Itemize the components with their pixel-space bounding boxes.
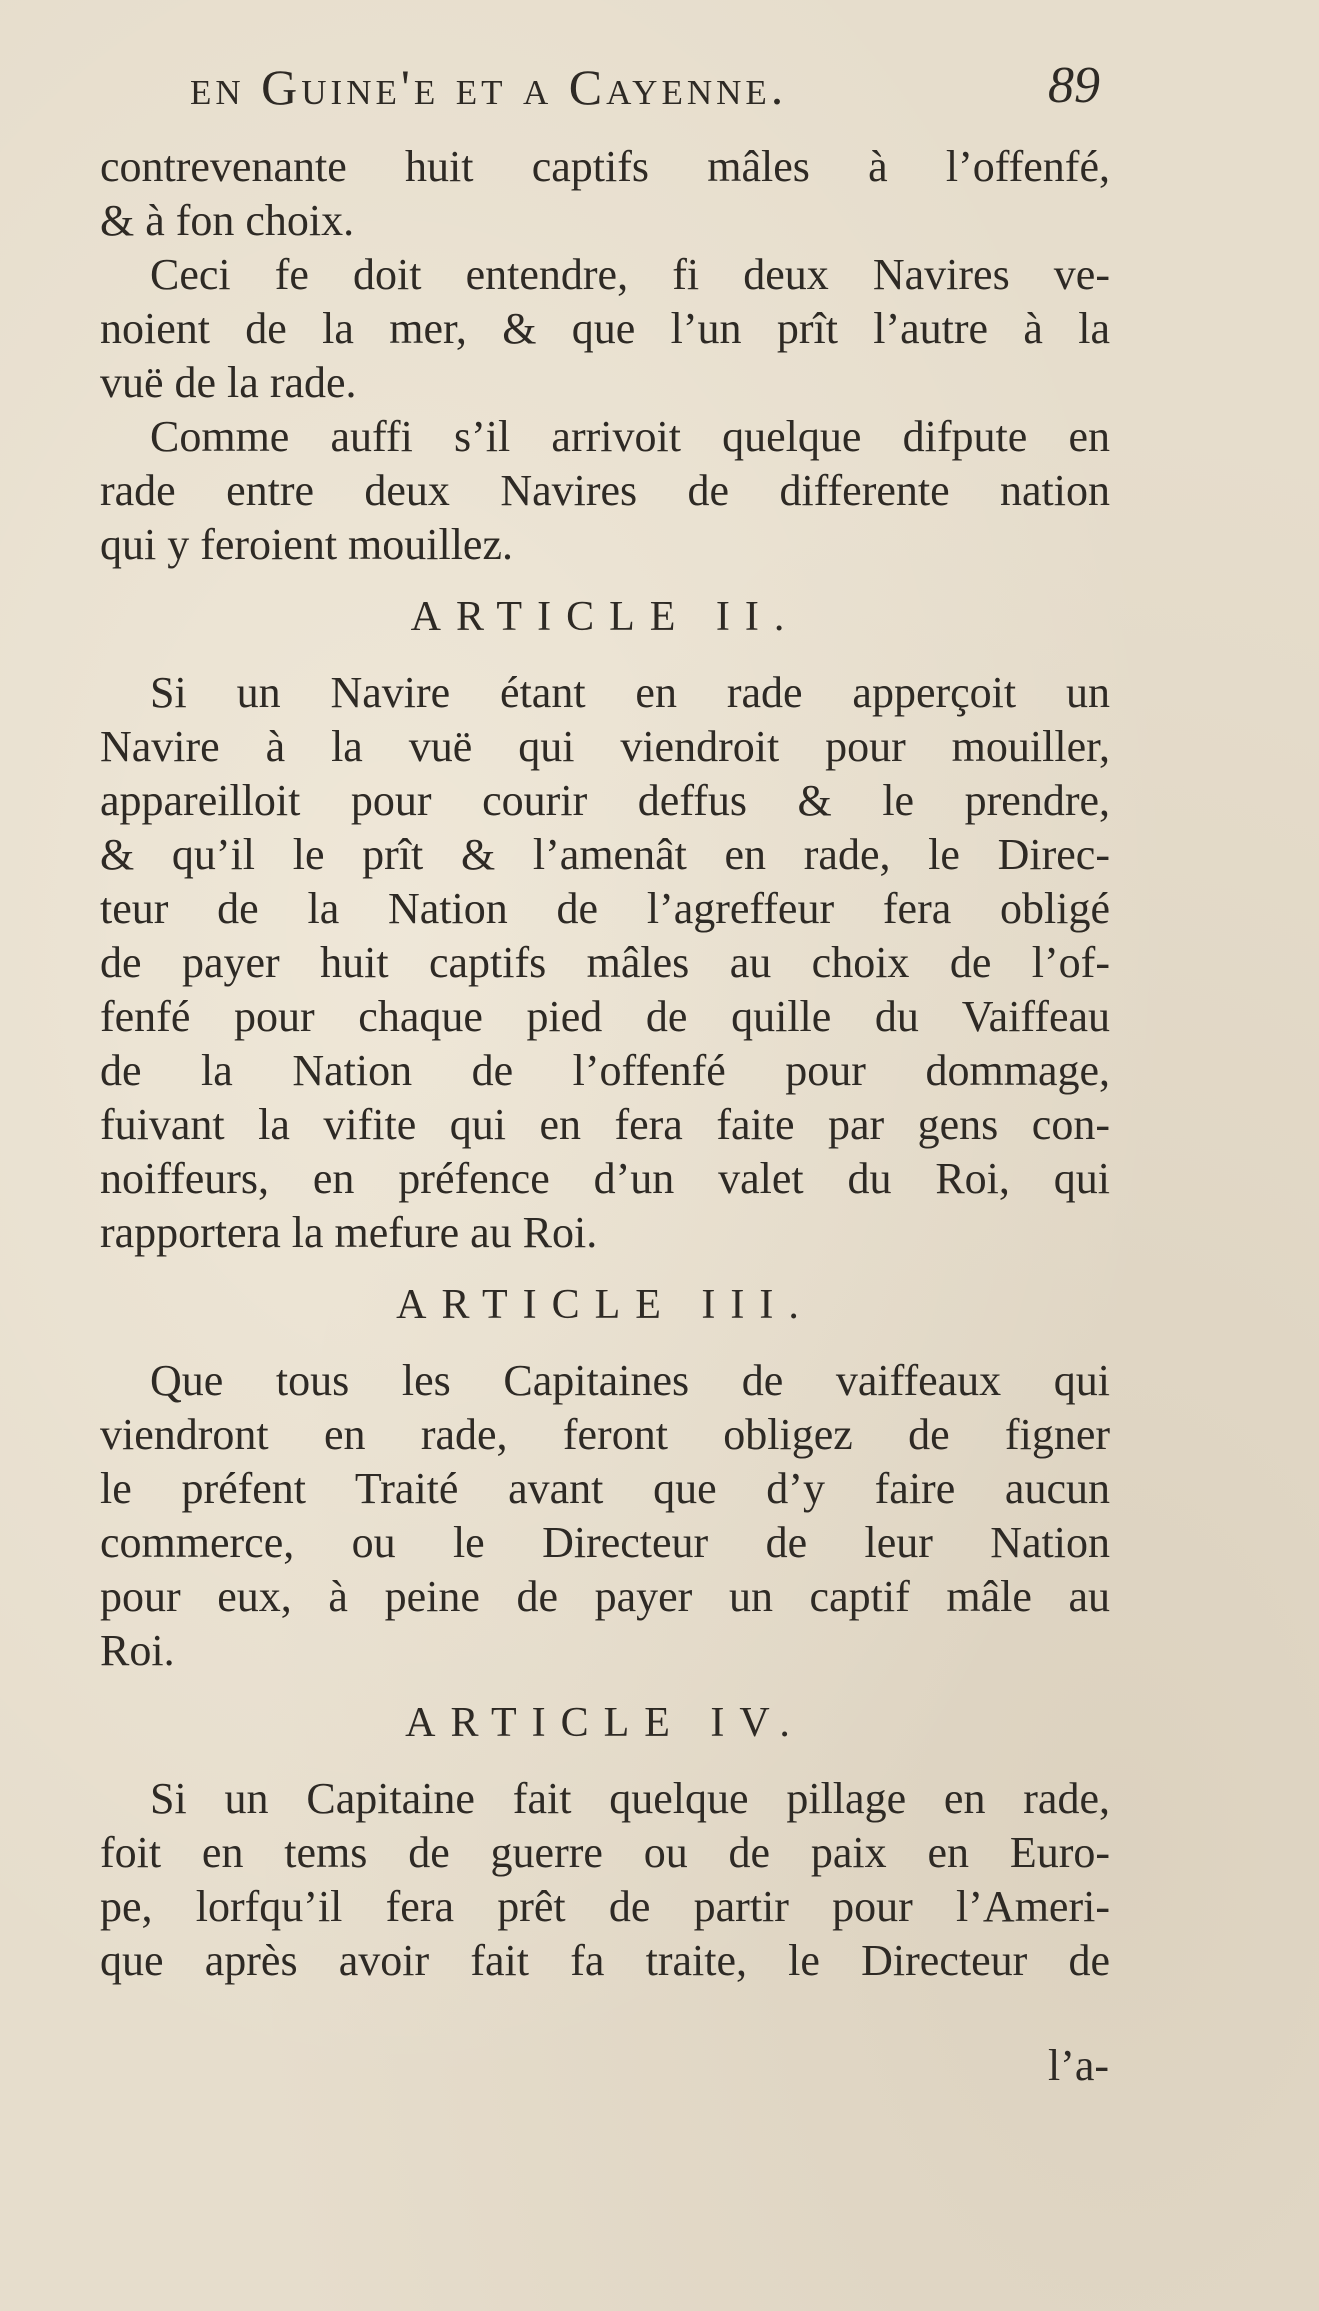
text-line: que après avoir fait fa traite, le Directeur de: [100, 1936, 1110, 1985]
text-line: noient de la mer, & que l’un prît l’autre à la: [100, 304, 1110, 353]
text-line: vuë de la rade.: [100, 358, 357, 407]
text-line: le préfent Traité avant que d’y faire aucun: [100, 1464, 1110, 1513]
body-text: [100, 140, 1110, 1988]
page-header: [190, 58, 1110, 128]
text-line: de payer huit captifs mâles au choix de l’of-: [100, 938, 1110, 987]
text-line: teur de la Nation de l’agreffeur fera obligé: [100, 884, 1110, 933]
text-line: viendront en rade, feront obligez de figner: [100, 1410, 1110, 1459]
text-line: Ceci fe doit entendre, fi deux Navires ve-: [150, 250, 1110, 299]
page-number: 89: [1048, 57, 1100, 114]
text-line: de la Nation de l’offenfé pour dommage,: [100, 1046, 1110, 1095]
article-heading: ARTICLE IV.: [405, 1700, 805, 1746]
running-title: en Guine'e et a Cayenne.: [190, 59, 788, 115]
text-line: Que tous les Capitaines de vaiffeaux qui: [150, 1356, 1110, 1405]
text-line: pe, lorfqu’il fera prêt de partir pour l’Ameri-: [100, 1882, 1110, 1931]
text-line: contrevenante huit captifs mâles à l’offenfé,: [100, 142, 1110, 191]
text-line: foit en tems de guerre ou de paix en Euro-: [100, 1828, 1110, 1877]
text-line: & qu’il le prît & l’amenât en rade, le Direc-: [100, 830, 1110, 879]
text-line: noiffeurs, en préfence d’un valet du Roi, qui: [100, 1154, 1110, 1203]
text-line: qui y feroient mouillez.: [100, 520, 513, 569]
text-line: appareilloit pour courir deffus & le prendre,: [100, 776, 1110, 825]
text-line: Roi.: [100, 1626, 175, 1675]
text-line: pour eux, à peine de payer un captif mâle au: [100, 1572, 1110, 1621]
text-line: Si un Capitaine fait quelque pillage en rade,: [150, 1774, 1110, 1823]
text-line: rapportera la mefure au Roi.: [100, 1208, 598, 1257]
text-line: Comme auffi s’il arrivoit quelque difpute en: [150, 412, 1110, 461]
text-line: commerce, ou le Directeur de leur Nation: [100, 1518, 1110, 1567]
article-heading: ARTICLE III.: [396, 1282, 814, 1328]
text-line: Si un Navire étant en rade apperçoit un: [150, 668, 1110, 717]
catchword: l’a-: [1047, 2041, 1109, 2090]
text-line: & à fon choix.: [100, 196, 355, 245]
text-line: Navire à la vuë qui viendroit pour mouiller,: [100, 722, 1110, 771]
text-line: rade entre deux Navires de differente nation: [100, 466, 1110, 515]
article-heading: ARTICLE II.: [410, 594, 800, 640]
text-line: fenfé pour chaque pied de quille du Vaiffeau: [100, 992, 1110, 1041]
text-line: fuivant la vifite qui en fera faite par gens con-: [100, 1100, 1110, 1149]
